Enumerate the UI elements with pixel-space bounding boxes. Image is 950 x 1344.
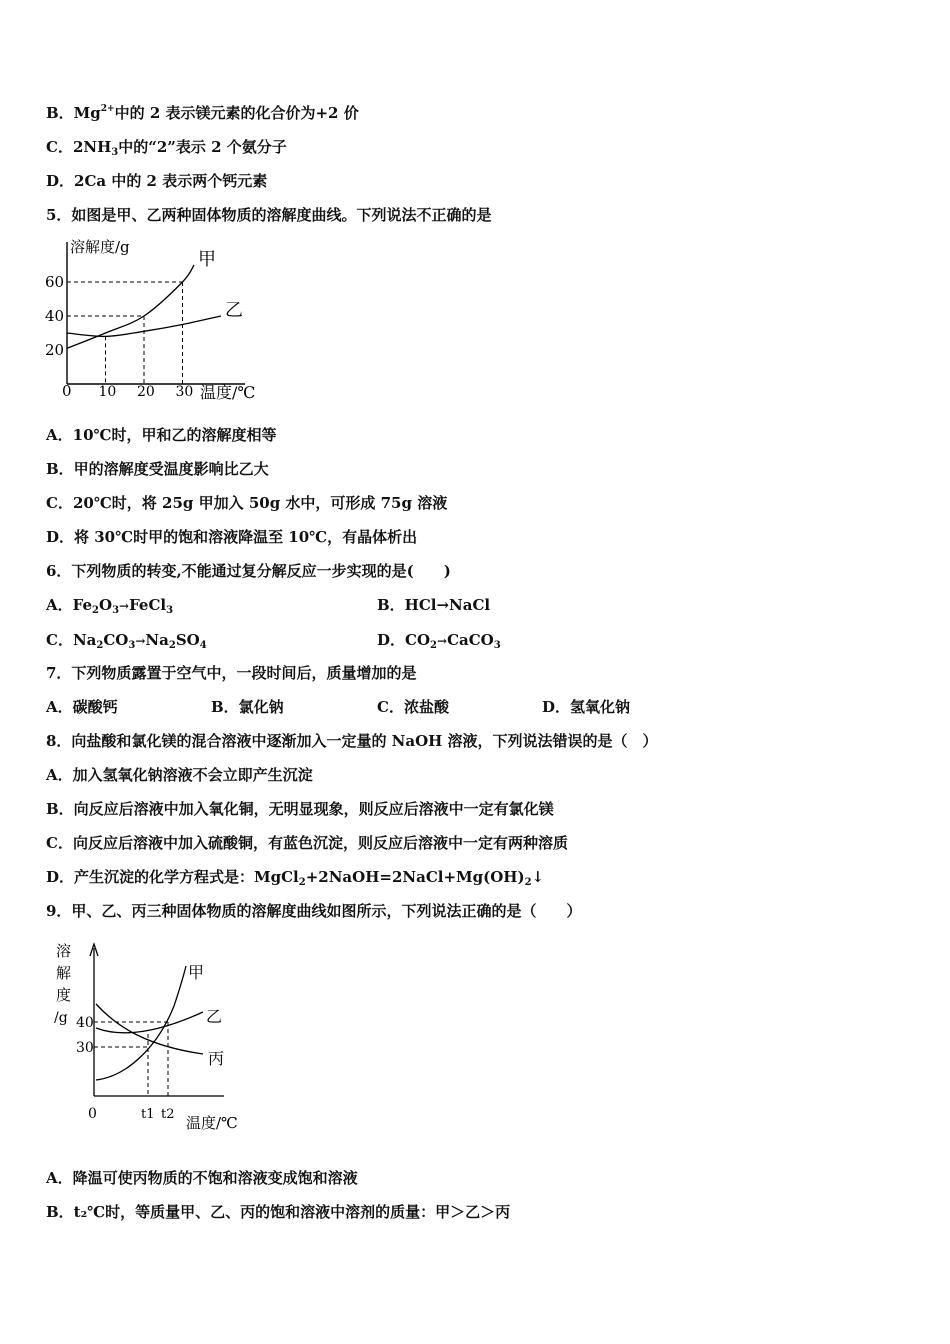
q8-option-d: D．产生沉淀的化学方程式是：$MgCl_2+2NaOH=2NaCl+Mg(OH)_2↓$ bbox=[46, 868, 545, 888]
q9-series-label-jia: 甲 bbox=[188, 963, 205, 982]
q6-option-d: D．$CO_2\to CaCO_3$ bbox=[377, 631, 501, 651]
q6-stem: 6．下列物质的转变,不能通过复分解反应一步实现的是( ) bbox=[46, 562, 451, 580]
q4-option-c: C．$2NH_3$中的“2”表示 2 个氨分子 bbox=[46, 138, 287, 158]
q9-y-label-char: 度 bbox=[56, 986, 72, 1004]
q9-origin-label: 0 bbox=[88, 1106, 97, 1122]
q5-x-tick-10: 10 bbox=[98, 384, 117, 400]
q9-y-tick-30: 30 bbox=[76, 1040, 94, 1056]
q5-y-tick-20: 20 bbox=[45, 341, 65, 359]
q9-option-b: B．t₂℃时，等质量甲、乙、丙的饱和溶液中溶剂的质量：甲＞乙＞丙 bbox=[46, 1203, 511, 1221]
q8-option-b: B．向反应后溶液中加入氧化铜，无明显现象，则反应后溶液中一定有氯化镁 bbox=[46, 800, 554, 818]
q7-option-d: D．氢氧化钠 bbox=[542, 698, 631, 716]
q9-series-label-yi: 乙 bbox=[206, 1007, 223, 1026]
q9-curve-yi bbox=[96, 1012, 203, 1033]
q5-x-axis-label: 温度/℃ bbox=[200, 383, 256, 402]
q6-option-c: C．$Na_2CO_3\to Na_2SO_4$ bbox=[46, 631, 207, 651]
q9-curve-jia bbox=[96, 966, 186, 1080]
q5-option-a: A．10℃时，甲和乙的溶解度相等 bbox=[46, 426, 277, 444]
q5-y-tick-40: 40 bbox=[45, 307, 65, 325]
q7-option-a: A．碳酸钙 bbox=[46, 698, 118, 716]
q4-option-b: B．$Mg^{2+}$中的 2 表示镁元素的化合价为+2 价 bbox=[46, 104, 359, 122]
q9-y-tick-40: 40 bbox=[76, 1015, 94, 1031]
q7-option-c: C．浓盐酸 bbox=[377, 698, 449, 716]
q6-option-a: A．$Fe_2O_3\to FeCl_3$ bbox=[46, 596, 174, 616]
q7-option-b: B．氯化钠 bbox=[211, 698, 284, 716]
q5-y-tick-60: 60 bbox=[45, 273, 65, 291]
q9-y-label-char: 溶 bbox=[56, 942, 72, 960]
q5-option-c: C．20℃时，将 25g 甲加入 50g 水中，可形成 75g 溶液 bbox=[46, 494, 448, 512]
q5-stem: 5．如图是甲、乙两种固体物质的溶解度曲线。下列说法不正确的是 bbox=[46, 206, 492, 224]
q5-series-label-yi: 乙 bbox=[225, 300, 243, 321]
q4-option-d: D．2Ca 中的 2 表示两个钙元素 bbox=[46, 172, 268, 190]
q5-option-b: B．甲的溶解度受温度影响比乙大 bbox=[46, 460, 269, 478]
q9-series-label-bing: 丙 bbox=[208, 1049, 225, 1068]
q5-origin-label: 0 bbox=[62, 382, 72, 400]
q9-stem: 9．甲、乙、丙三种固体物质的溶解度曲线如图所示，下列说法正确的是（ ） bbox=[46, 902, 582, 920]
q8-stem: 8．向盐酸和氯化镁的混合溶液中逐渐加入一定量的 NaOH 溶液，下列说法错误的是（ ） bbox=[46, 732, 658, 750]
q8-option-a: A．加入氢氧化钠溶液不会立即产生沉淀 bbox=[46, 766, 313, 784]
q9-x-tick-t2: t2 bbox=[161, 1107, 175, 1122]
q9-y-label-char: 解 bbox=[56, 964, 72, 982]
q5-option-d: D．将 30℃时甲的饱和溶液降温至 10℃，有晶体析出 bbox=[46, 528, 418, 546]
q8-option-c: C．向反应后溶液中加入硫酸铜，有蓝色沉淀，则反应后溶液中一定有两种溶质 bbox=[46, 834, 568, 852]
q9-x-tick-t1: t1 bbox=[141, 1107, 155, 1122]
q9-option-a: A．降温可使丙物质的不饱和溶液变成饱和溶液 bbox=[46, 1169, 358, 1187]
q5-x-tick-30: 30 bbox=[175, 384, 194, 400]
q9-y-label-char: /g bbox=[54, 1010, 68, 1026]
q9-solubility-chart bbox=[48, 936, 258, 1136]
q5-y-axis-label: 溶解度/g bbox=[70, 238, 130, 256]
q5-series-label-jia: 甲 bbox=[198, 249, 217, 270]
q5-solubility-chart bbox=[40, 232, 280, 412]
q7-stem: 7．下列物质露置于空气中，一段时间后，质量增加的是 bbox=[46, 664, 417, 682]
q6-option-b: B．HCl→NaCl bbox=[377, 596, 491, 614]
q5-x-tick-20: 20 bbox=[137, 384, 155, 400]
q9-x-axis-label: 温度/℃ bbox=[186, 1114, 238, 1132]
